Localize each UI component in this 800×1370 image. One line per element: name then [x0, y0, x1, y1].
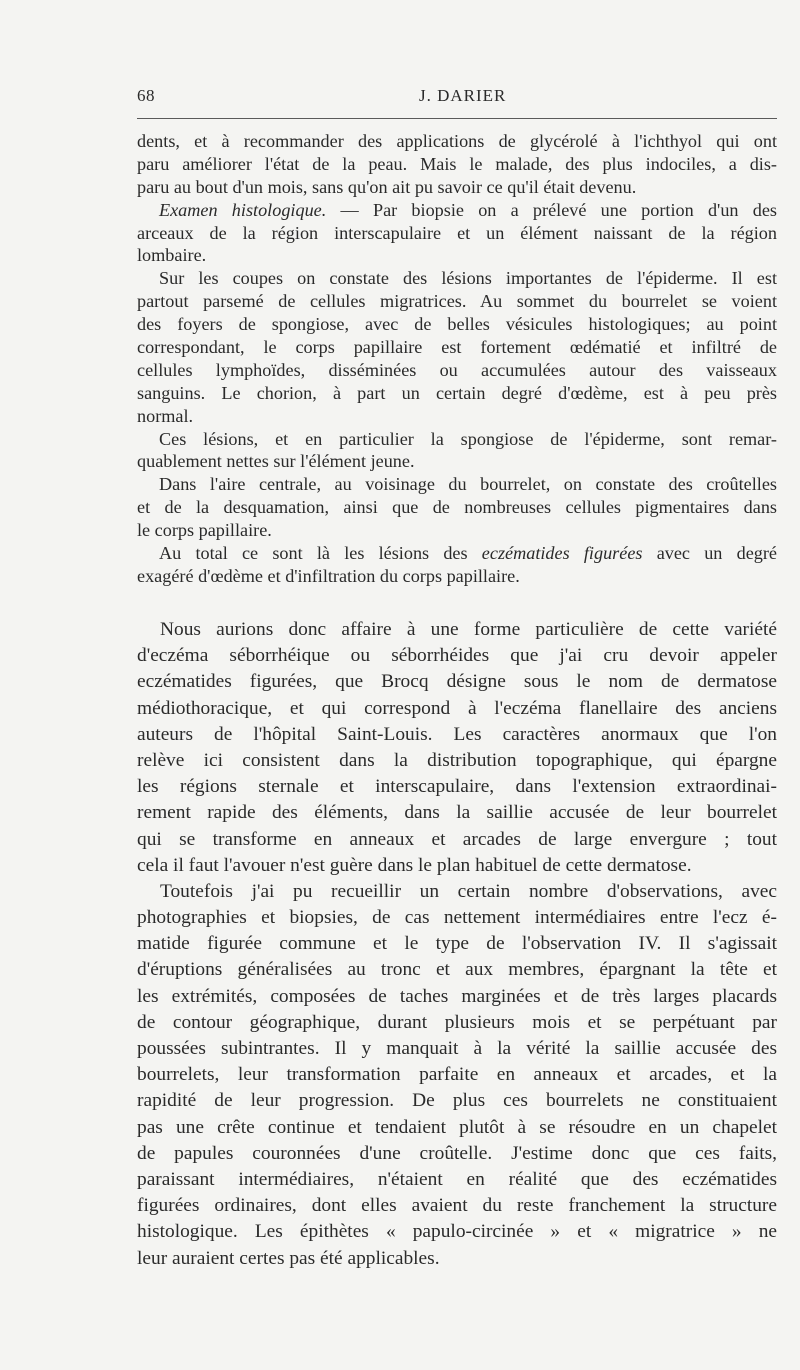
text-line: [137, 176, 777, 199]
line-text: partout parsemé de cellules migratrices. Au sommet du bourrelet se voient: [137, 291, 777, 312]
line-text: les régions sternale et interscapulaire, dans l'extension extraordinai-: [137, 776, 777, 798]
text-line: [137, 1167, 777, 1193]
page-header: [137, 86, 777, 110]
line-text: bourrelets, leur transformation parfaite en anneaux et arcades, et la: [137, 1064, 777, 1086]
text-line: [137, 931, 777, 957]
text-line: [137, 696, 777, 722]
line-text: cellules lymphoïdes, disséminées ou accumulées autour des vaisseaux: [137, 359, 777, 380]
line-text: rapidité de leur progression. De plus ces bourrelets ne constituaient: [137, 1090, 777, 1112]
text-line: [137, 774, 777, 800]
text-line: [137, 1115, 777, 1141]
text-line: [137, 1010, 777, 1036]
line-text: Nous aurions donc affaire à une forme particulière de cette variété: [160, 619, 777, 640]
line-text: Toutefois j'ai pu recueillir un certain nombre d'observations, avec: [160, 880, 777, 902]
line-text: exagéré d'œdème et d'infiltration du corps papillaire.: [137, 565, 520, 586]
text-line: [137, 405, 777, 428]
header-rule: [137, 118, 777, 119]
line-text: leur auraient certes pas été applicables.: [137, 1247, 440, 1269]
line-text: lombaire.: [137, 245, 207, 266]
text-line: [137, 496, 777, 519]
text-line: [137, 336, 777, 359]
line-text: d'eczéma séborrhéique ou séborrhéides que j'ai cru devoir appeler: [137, 645, 777, 667]
text-line: [137, 473, 777, 496]
line-text: poussées subintrantes. Il y manquait à la vérité la saillie accusée des: [137, 1038, 777, 1059]
text-line: [137, 267, 777, 290]
line-text: eczématides figurées, que Brocq désigne sous le nom de dermatose: [137, 671, 777, 693]
line-text: correspondant, le corps papillaire est fortement œdématié et infiltré de: [137, 337, 777, 358]
text-line: [137, 565, 777, 588]
line-text: qui se transforme en anneaux et arcades de large envergure ; tout: [137, 828, 777, 850]
text-line: [137, 643, 777, 669]
text-line: [137, 800, 777, 826]
line-text: et de la desquamation, ainsi que de nombreuses cellules pigmentaires dans: [137, 497, 777, 518]
line-text: matide figurée commune et le type de l'observation IV. Il s'agissait: [137, 933, 777, 955]
line-text: relève ici consistent dans la distribution topographique, qui épargne: [137, 749, 777, 771]
line-text: pas une crête continue et tendaient plutôt à se résoudre en un chapelet: [137, 1116, 777, 1138]
text-line: [137, 359, 777, 382]
page-number: 68: [137, 86, 155, 105]
italic-heading: Examen histologique.: [159, 199, 327, 220]
text-line: [137, 519, 777, 542]
line-text: d'éruptions généralisées au tronc et aux membres, épargnant la tête et: [137, 959, 777, 981]
text-line: [137, 748, 777, 774]
line-text: paru améliorer l'état de la peau. Mais le malade, des plus indociles, a dis-: [137, 153, 777, 174]
text-line: [137, 542, 777, 565]
text-line: [137, 1088, 777, 1114]
line-text: Au total ce sont là les lésions des: [159, 543, 482, 564]
line-text: médiothoracique, et qui correspond à l'eczéma flanellaire des anciens: [137, 697, 777, 719]
text-line: [137, 244, 777, 267]
text-line: [137, 450, 777, 473]
text-line: [137, 853, 777, 879]
text-line: [137, 382, 777, 405]
line-text: de contour géographique, durant plusieurs mois et se perpétuant par: [137, 1011, 777, 1033]
line-text: sanguins. Le chorion, à part un certain degré d'œdème, est à peu près: [137, 382, 777, 403]
line-text: Ces lésions, et en particulier la spongiose de l'épiderme, sont remar-: [159, 428, 777, 449]
text-line: [137, 313, 777, 336]
line-text: Sur les coupes on constate des lésions importantes de l'épiderme. Il est: [159, 268, 777, 289]
text-line: [137, 290, 777, 313]
line-text: dents, et à recommander des applications de glycérolé à l'ichthyol qui ont: [137, 131, 777, 151]
observation-text-small: [137, 130, 777, 588]
line-text: Dans l'aire centrale, au voisinage du bourrelet, on constate des croûtelles: [159, 474, 777, 495]
text-line: [137, 222, 777, 245]
text-line: [137, 1141, 777, 1167]
text-line: [137, 130, 777, 153]
line-text: paraissant intermédiaires, n'étaient en réalité que des eczématides: [137, 1168, 777, 1190]
line-text: figurées ordinaires, dont elles avaient du reste franchement la structure: [137, 1195, 777, 1217]
line-text: arceaux de la région interscapulaire et un élément naissant de la région: [137, 222, 777, 243]
text-line: [137, 1036, 777, 1062]
text-line: [137, 1246, 777, 1272]
line-text: — Par biopsie on a prélevé une portion d'un des: [326, 199, 777, 220]
text-line: [137, 1193, 777, 1219]
text-line: [137, 827, 777, 853]
line-text: quablement nettes sur l'élément jeune.: [137, 451, 415, 472]
text-line: [137, 1219, 777, 1245]
discussion-text: [137, 617, 777, 1272]
line-text: normal.: [137, 405, 194, 426]
line-text: de papules couronnées d'une croûtelle. J'estime donc que ces faits,: [137, 1142, 777, 1164]
text-line: [137, 617, 777, 643]
text-line: [137, 199, 777, 222]
text-line: [137, 153, 777, 176]
line-text: cela il faut l'avouer n'est guère dans le plan habituel de cette dermatose.: [137, 854, 692, 876]
text-line: [137, 984, 777, 1010]
line-text: auteurs de l'hôpital Saint-Louis. Les caractères anormaux que l'on: [137, 723, 777, 745]
text-line: [137, 669, 777, 695]
line-text: le corps papillaire.: [137, 520, 272, 541]
text-line: [137, 428, 777, 451]
line-text: les extrémités, composées de taches marginées et de très larges placards: [137, 985, 777, 1007]
text-line: [137, 905, 777, 931]
text-line: [137, 1062, 777, 1088]
line-text: photographies et biopsies, de cas nettement intermédiaires entre l'ecz é-: [137, 907, 777, 929]
line-text: rement rapide des éléments, dans la saillie accusée de leur bourrelet: [137, 802, 777, 824]
line-text: des foyers de spongiose, avec de belles vésicules histologiques; au point: [137, 314, 777, 335]
text-line: [137, 957, 777, 983]
running-head: J. DARIER: [419, 86, 507, 105]
line-text: histologique. Les épithètes « papulo-circinée » et « migratrice » ne: [137, 1221, 777, 1243]
text-line: [137, 879, 777, 905]
italic-term: eczématides figurées: [481, 543, 643, 564]
line-text: paru au bout d'un mois, sans qu'on ait pu savoir ce qu'il était devenu.: [137, 176, 637, 197]
line-text-after: avec un degré: [642, 543, 778, 564]
text-line: [137, 722, 777, 748]
